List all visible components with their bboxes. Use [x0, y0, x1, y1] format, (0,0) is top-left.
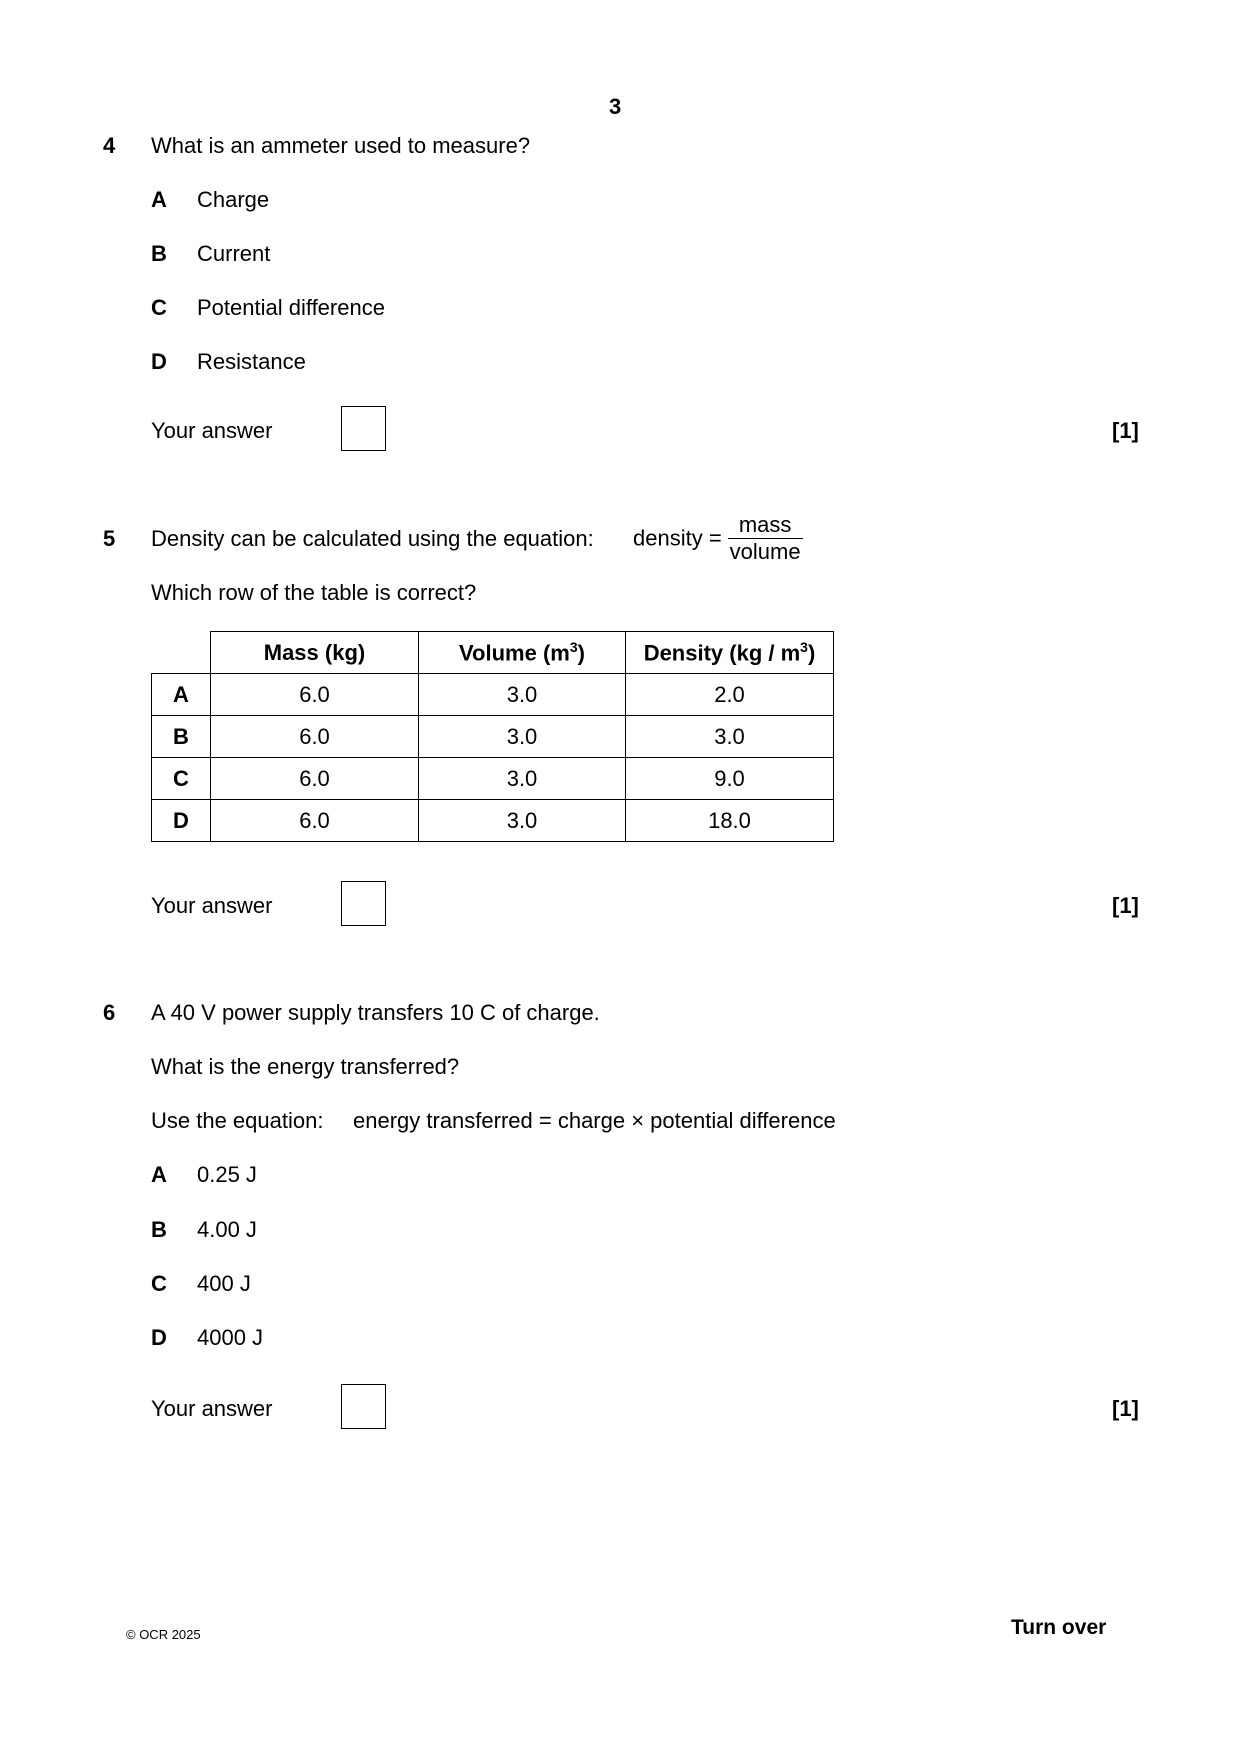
- mass-cell: 6.0: [211, 716, 419, 758]
- page-number: 3: [609, 94, 622, 119]
- question-4-text: What is an ammeter used to measure?: [151, 133, 531, 158]
- volume-cell: 3.0: [419, 800, 626, 842]
- q4-marks: [1]: [1112, 418, 1139, 443]
- q6-option-a-text: 0.25 J: [197, 1162, 257, 1187]
- q4-option-c-letter: C: [151, 295, 167, 320]
- table-row: [152, 800, 834, 842]
- q6-option-c-letter: C: [151, 1271, 167, 1296]
- q6-prompt: What is the energy transferred?: [151, 1054, 460, 1079]
- header-volume: Volume $(m^3)$: [419, 632, 626, 674]
- density-cell: 9.0: [626, 758, 834, 800]
- q6-equation: energy transferred = charge × potential difference: [353, 1108, 836, 1133]
- q4-option-b-letter: B: [151, 241, 167, 266]
- table-corner-cell: [152, 632, 211, 674]
- q4-answer-label: Your answer: [151, 418, 273, 443]
- row-label: D: [152, 800, 211, 842]
- row-label: C: [152, 758, 211, 800]
- row-label: B: [152, 716, 211, 758]
- question-4-number: 4: [103, 133, 116, 158]
- q5-answer-box[interactable]: [341, 881, 386, 926]
- copyright-footer: © OCR 2025: [126, 1627, 201, 1642]
- q6-equation-label: Use the equation:: [151, 1108, 324, 1133]
- density-cell: 18.0: [626, 800, 834, 842]
- density-equation: [633, 512, 803, 565]
- question-5-text: Density can be calculated using the equation:: [151, 526, 594, 551]
- q6-answer-label: Your answer: [151, 1396, 273, 1421]
- volume-cell: 3.0: [419, 758, 626, 800]
- turn-over-label: Turn over: [1011, 1616, 1107, 1639]
- volume-cell: 3.0: [419, 674, 626, 716]
- question-6-number: 6: [103, 1000, 116, 1025]
- q4-option-a-letter: A: [151, 187, 167, 212]
- mass-cell: 6.0: [211, 674, 419, 716]
- table-row: [152, 674, 834, 716]
- q5-marks: [1]: [1112, 893, 1139, 918]
- density-table: [151, 631, 834, 842]
- fraction-numerator: mass: [728, 512, 803, 539]
- q4-option-d-letter: D: [151, 349, 167, 374]
- q6-option-d-text: 4000 J: [197, 1325, 264, 1350]
- table-header-row: [152, 632, 834, 674]
- q6-answer-box[interactable]: [341, 1384, 386, 1429]
- density-cell: 3.0: [626, 716, 834, 758]
- table-row: [152, 716, 834, 758]
- q4-answer-box[interactable]: [341, 406, 386, 451]
- mass-cell: 6.0: [211, 758, 419, 800]
- q4-option-b-text: Current: [197, 241, 271, 266]
- q6-marks: [1]: [1112, 1396, 1139, 1421]
- q4-option-c-text: Potential difference: [197, 295, 385, 320]
- q6-option-b-letter: B: [151, 1217, 167, 1242]
- q5-prompt: Which row of the table is correct?: [151, 580, 477, 605]
- density-equation-lhs: density =: [633, 525, 722, 551]
- question-6-text: A 40 V power supply transfers 10 C of charge.: [151, 1000, 600, 1025]
- table-row: [152, 758, 834, 800]
- q5-answer-label: Your answer: [151, 893, 273, 918]
- q4-option-a-text: Charge: [197, 187, 270, 212]
- fraction-denominator: volume: [729, 539, 801, 564]
- row-label: A: [152, 674, 211, 716]
- q4-option-d-text: Resistance: [197, 349, 306, 374]
- volume-cell: 3.0: [419, 716, 626, 758]
- mass-cell: 6.0: [211, 800, 419, 842]
- header-density: Density $(kg / m^3)$: [626, 632, 834, 674]
- question-5-number: 5: [103, 526, 116, 551]
- q6-option-d-letter: D: [151, 1325, 167, 1350]
- q6-option-c-text: 400 J: [197, 1271, 251, 1296]
- q6-option-b-text: 4.00 J: [197, 1217, 257, 1242]
- density-fraction: [728, 512, 803, 565]
- q6-option-a-letter: A: [151, 1162, 167, 1187]
- header-mass: Mass (kg): [211, 632, 419, 674]
- density-cell: 2.0: [626, 674, 834, 716]
